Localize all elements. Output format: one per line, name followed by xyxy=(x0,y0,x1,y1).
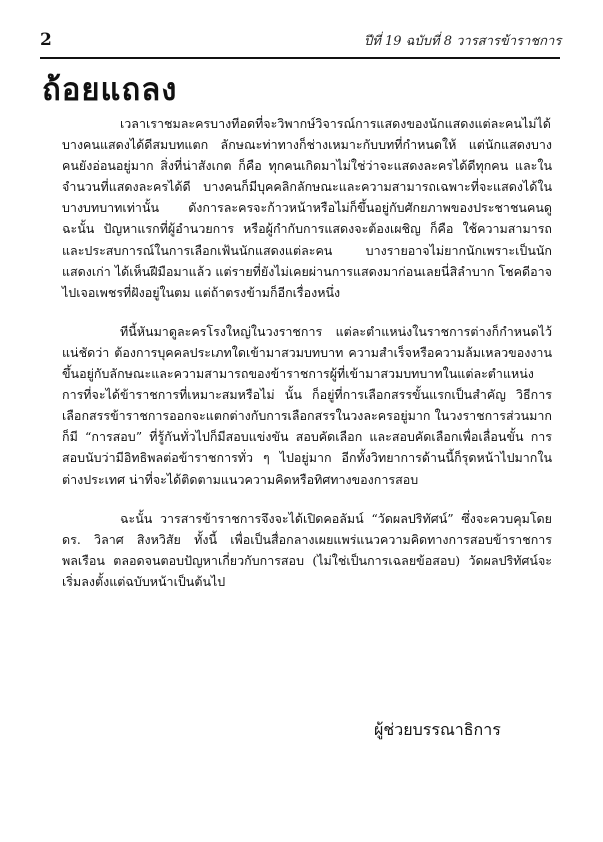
editorial-title: ถ้อยแถลง xyxy=(42,72,178,108)
signature: ผู้ช่วยบรรณาธิการ xyxy=(374,720,501,739)
paragraph-1: เวลาเราชมละครบางทีอดที่จะวิพากษ์วิจารณ์การแสดงของนักแสดงแต่ละคนไม่ได้ บางคนแสดงได้ดีสมบทแตก ลักษณะท่าทางก็ช่างเหมาะกับบทที่กำหนดให้ แต่นักแสดงบางคนยังอ่อนอยู่มาก สิ่งที่น่าสังเกต ก็คือ ทุกคนเกิดมาไม่ใช่ว่าจะแสดงละครได้ดีทุกคน และในจำนวนที่แสดงละครได้ดี บางคนก็มีบุคคลิกลักษณะและความสามารถเฉพาะที่จะแสดงได้ในบางบทบาทเท่านั้น ดังการละครจะก้าวหน้าหรือไม่ก็ขึ้นอยู่กับศักยภาพของประชาชนคนดู ฉะนั้น ปัญหาแรกที่ผู้อำนวยการ หรือผู้กำกับการแสดงจะต้องเผชิญ ก็คือ ใช้ความสามารถ และประสบการณ์ในการเลือกเฟ้นนักแสดงแต่ละคน บางรายอาจไม่ยากนักเพราะเป็นนักแสดงเก่า ได้เห็นฝีมือมาแล้ว แต่รายที่ยังไม่เคยผ่านการแสดงมาก่อนเลยนี่สิลำบาก โชคดีอาจไปเจอเพชรที่ฝังอยู่ในตม แต่ถ้าตรงข้ามก็อีกเรื่องหนึ่ง xyxy=(62,116,552,300)
page-number: 2 xyxy=(40,30,52,50)
header-rule xyxy=(40,57,560,59)
editorial-body xyxy=(62,113,552,592)
paragraph-3: ฉะนั้น วารสารข้าราชการจึงจะได้เปิดคอลัมน์ “วัดผลปริทัศน์” ซึ่งจะควบคุมโดย ดร. วิลาศ สิงหวิสัย ทั้งนี้ เพื่อเป็นสื่อกลางเผยแพร่แนวความคิดทางการสอบข้าราชการพลเรือน ตลอดจนตอบปัญหาเกี่ยวกับการสอบ (ไม่ใช่เป็นการเฉลยข้อสอบ) วัดผลปริทัศน์จะเริ่มลงตั้งแต่ฉบับหน้าเป็นต้นไป xyxy=(62,510,552,589)
running-header: ปีที่ 19 ฉบับที่ 8 วารสารข้าราชการ xyxy=(364,34,562,49)
paragraph-2: ทีนี้หันมาดูละครโรงใหญ่ในวงราชการ แต่ละตำแหน่งในราชการต่างก็กำหนดไว้แน่ชัดว่า ต้องการบุคคลประเภทใดเข้ามาสวมบทบาท ความสำเร็จหรือความล้มเหลวของงานขึ้นอยู่กับลักษณะและความสามารถของข้าราชการผู้ที่เข้ามาสวมบทบาทในแต่ละตำแหน่ง การที่จะได้ข้าราชการที่เหมาะสมหรือไม่ นั้น ก็อยู่ที่การเลือกสรรขั้นแรกเป็นสำคัญ วิธีการเลือกสรรข้าราชการออกจะแตกต่างกับการเลือกสรรในวงละครอยู่มาก ในวงราชการส่วนมากก็มี “การสอบ” ที่รู้กันทั่วไปก็มีสอบแข่งขัน สอบคัดเลือก และสอบคัดเลือกเพื่อเลื่อนขั้น การสอบนับว่ามีอิทธิพลต่อข้าราชการทั่ว ๆ ไปอยู่มาก อีกทั้งวิทยาการด้านนี้ก็รุดหน้าไปมากในต่างประเทศ น่าที่จะได้ติดตามแนวความคิดหรือทิศทางของการสอบ xyxy=(62,323,552,487)
